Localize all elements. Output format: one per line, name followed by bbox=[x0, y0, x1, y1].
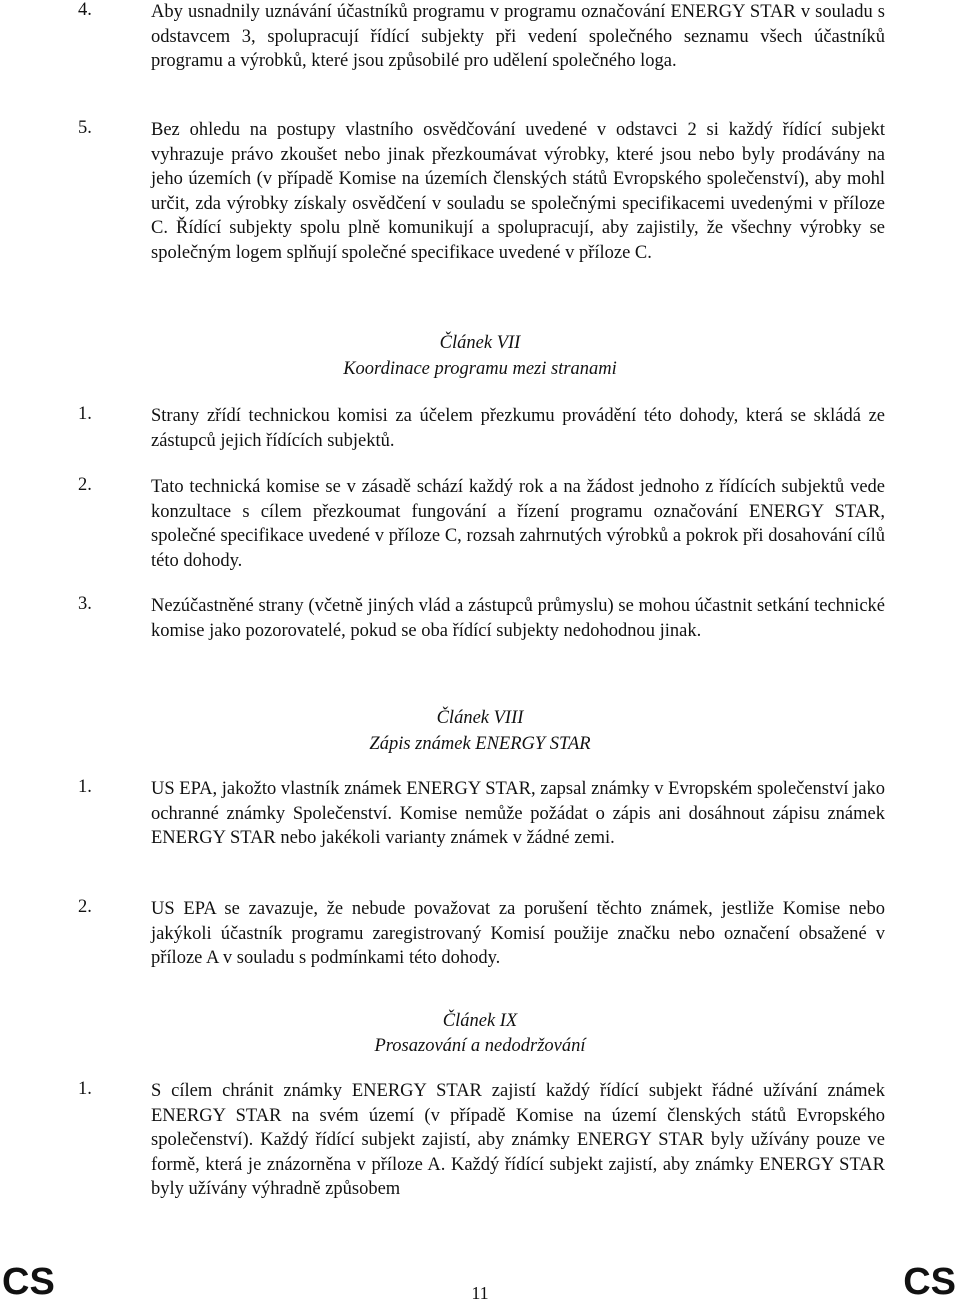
article-7-subtitle: Koordinace programu mezi stranami bbox=[343, 359, 617, 379]
paragraph-text: US EPA se zavazuje, že nebude považovat za porušení těchto známek, jestliže Komise nebo jakýkoli účastník programu zaregistrovaný Komisí použije značku nebo označení obsažené v příloze A v souladu s podmínkami této dohody. bbox=[151, 899, 885, 968]
paragraph-text: Nezúčastněné strany (včetně jiných vlád a zástupců průmyslu) se mohou účastnit setkání technické komise jako pozorovatelé, pokud se oba řídící subjekty nedohodnou jinak. bbox=[151, 596, 885, 641]
page-number: 11 bbox=[471, 1283, 489, 1303]
article-8-subtitle: Zápis známek ENERGY STAR bbox=[369, 734, 591, 754]
paragraph-text: Strany zřídí technickou komisi za účelem přezkumu provádění této dohody, která se skládá ze zástupců jejich řídících subjektů. bbox=[151, 406, 885, 451]
paragraph-number: 4. bbox=[78, 0, 92, 20]
paragraph-number: 1. bbox=[78, 404, 92, 424]
paragraph-text: Aby usnadnily uznávání účastníků programu v programu označování ENERGY STAR v souladu s odstavcem 3, spolupracují řídící subjekty při vedení společného seznamu všech účastníků programu a výrobků, které jsou způsobilé pro udělení společného loga. bbox=[151, 2, 885, 71]
paragraph-number: 1. bbox=[78, 777, 92, 797]
language-code-left: CS bbox=[2, 1261, 55, 1303]
paragraph-number: 1. bbox=[78, 1079, 92, 1099]
paragraph-text: Tato technická komise se v zásadě schází každý rok a na žádost jednoho z řídících subjektů vede konzultace s cílem přezkoumat fungování a řízení programu označování ENERGY STAR, společné specifikace uvedené v příloze C, rozsah zahrnutých výrobků a pokrok při dosahování cílů této dohody. bbox=[151, 477, 885, 571]
paragraph-number: 2. bbox=[78, 475, 92, 495]
paragraph-text: US EPA, jakožto vlastník známek ENERGY STAR, zapsal známky v Evropském společenství jako ochranné známky Společenství. Komise nemůže požádat o zápis ani dosáhnout zápisu známek ENERGY STAR nebo jakékoli varianty známek v žádné zemi. bbox=[151, 779, 885, 848]
paragraph-text: S cílem chránit známky ENERGY STAR zajistí každý řídící subjekt řádné užívání známek ENERGY STAR na svém území (v případě Komise na území členských států Evropského společenství). Každý řídící subjekt zajistí, aby známky ENERGY STAR byly užívány pouze ve formě, která je znázorněna v příloze A. Každý řídící subjekt zajistí, aby známky ENERGY STAR byly užívány výhradně způsobem bbox=[151, 1081, 885, 1199]
article-7-title: Článek VII bbox=[439, 333, 521, 353]
article-8-title: Článek VIII bbox=[436, 708, 524, 728]
article-9-subtitle: Prosazování a nedodržování bbox=[374, 1036, 586, 1056]
language-code-right: CS bbox=[903, 1261, 956, 1303]
paragraph-number: 3. bbox=[78, 594, 92, 614]
paragraph-text: Bez ohledu na postupy vlastního osvědčování uvedené v odstavci 2 si každý řídící subjekt vyhrazuje právo zkoušet nebo jinak přezkoumávat výrobky, které jsou nebo byly prodávány na jeho územích (v případě Komise na územích členských států Evropského společenství), aby mohl určit, zda výrobky získaly osvědčení v souladu se společnými specifikacemi uvedenými v příloze C. Řídící subjekty spolu plně komunikují a spolupracují, aby zajistily, že všechny výrobky se společným logem splňují společné specifikace uvedené v příloze C. bbox=[151, 120, 885, 263]
article-9-title: Článek IX bbox=[442, 1011, 518, 1031]
paragraph-number: 5. bbox=[78, 118, 92, 138]
paragraph-number: 2. bbox=[78, 897, 92, 917]
